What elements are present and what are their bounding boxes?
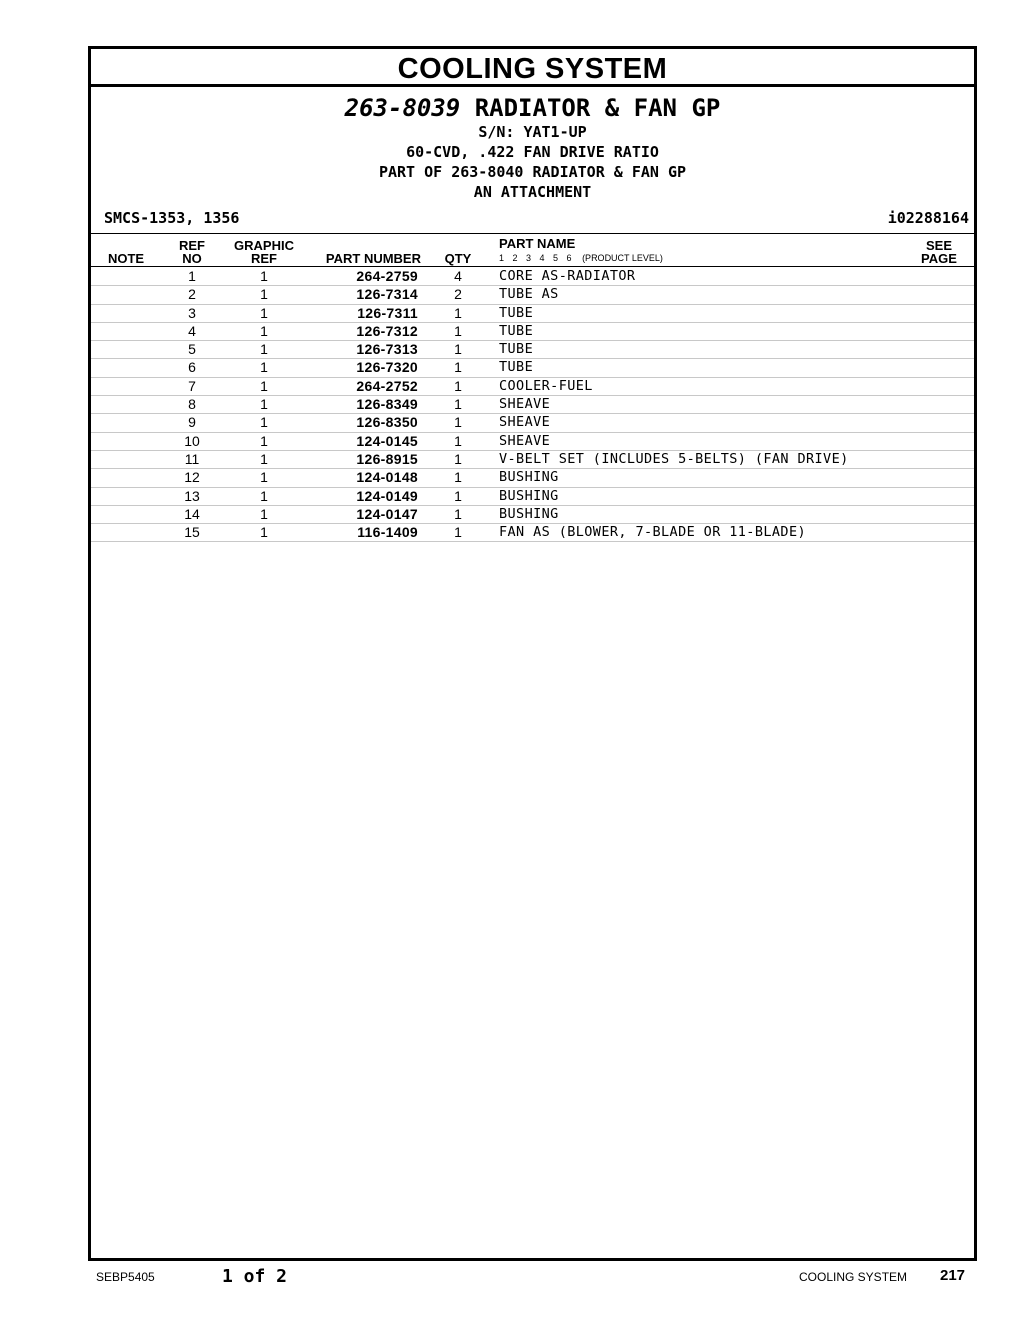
footer-page-number: 217 — [940, 1267, 966, 1284]
header-see-top: SEE — [925, 238, 952, 253]
part-number-cell: 126-7312 — [356, 322, 418, 339]
attachment-line: AN ATTACHMENT — [473, 183, 592, 201]
part-name-cell: SHEAVE — [499, 396, 551, 413]
ref-no-cell: 1 — [188, 268, 196, 284]
illustration-id: i02288164 — [887, 209, 969, 227]
part-number-cell: 124-0149 — [356, 487, 418, 504]
header-graphic-top: GRAPHIC — [234, 238, 294, 253]
footer-section-name: COOLING SYSTEM — [799, 1270, 908, 1284]
header-note: NOTE — [107, 251, 145, 266]
part-name-cell: FAN AS (BLOWER, 7-BLADE OR 11-BLADE) — [499, 524, 806, 541]
part-number-cell: 126-7320 — [356, 359, 418, 376]
header-qty: QTY — [444, 251, 472, 266]
part-number-cell: 264-2752 — [356, 377, 418, 394]
footer-page-of: 1 of 2 — [222, 1266, 288, 1287]
header-part-name: PART NAME — [499, 236, 576, 251]
ref-no-cell: 2 — [188, 286, 196, 303]
graphic-ref-cell: 1 — [260, 505, 268, 522]
qty-cell: 1 — [454, 359, 462, 376]
graphic-ref-cell: 1 — [260, 469, 268, 486]
qty-cell: 1 — [454, 322, 462, 339]
part-name-cell: SHEAVE — [499, 414, 551, 431]
part-name-cell: SHEAVE — [499, 432, 551, 449]
part-number-cell: 124-0145 — [356, 432, 418, 449]
qty-cell: 1 — [454, 377, 462, 394]
ref-no-cell: 14 — [184, 505, 200, 522]
table-row — [91, 359, 974, 377]
ref-no-cell: 9 — [188, 414, 196, 431]
table-row — [91, 323, 974, 341]
graphic-ref-cell: 1 — [260, 414, 268, 431]
header-ref-bottom: NO — [182, 251, 202, 266]
group-description-line: 60-CVD, .422 FAN DRIVE RATIO — [406, 143, 659, 161]
ref-no-cell: 8 — [188, 396, 196, 413]
product-level-label: (PRODUCT LEVEL) — [582, 253, 663, 263]
qty-cell: 1 — [454, 469, 462, 486]
graphic-ref-cell: 1 — [260, 450, 268, 467]
part-name-cell: TUBE AS — [499, 286, 559, 303]
part-name-cell: V-BELT SET (INCLUDES 5-BELTS) (FAN DRIVE) — [499, 450, 849, 467]
smcs-codes: SMCS-1353, 1356 — [104, 209, 240, 227]
table-row — [91, 506, 974, 524]
part-number-cell: 126-7311 — [357, 304, 418, 321]
table-row — [91, 396, 974, 414]
product-level-digits: 1 2 3 4 5 6 — [499, 253, 572, 263]
section-title: COOLING SYSTEM — [91, 49, 974, 87]
qty-cell: 1 — [454, 432, 462, 449]
part-number-cell: 126-8350 — [356, 414, 418, 431]
part-number-cell: 116-1409 — [357, 524, 418, 541]
group-title — [91, 93, 974, 123]
part-of-line: PART OF 263-8040 RADIATOR & FAN GP — [378, 163, 687, 181]
group-name: RADIATOR & FAN GP — [474, 94, 721, 122]
table-row — [91, 414, 974, 432]
graphic-ref-cell: 1 — [260, 304, 268, 321]
table-row — [91, 378, 974, 396]
graphic-ref-cell: 1 — [260, 359, 268, 376]
part-number-cell: 124-0147 — [356, 505, 418, 522]
qty-cell: 1 — [454, 304, 462, 321]
ref-no-cell: 15 — [184, 524, 200, 541]
ref-no-cell: 5 — [188, 341, 196, 358]
table-row — [91, 488, 974, 506]
table-row — [91, 451, 974, 469]
part-number-cell: 126-7314 — [356, 286, 418, 303]
footer-document-number: SEBP5405 — [96, 1270, 155, 1284]
ref-no-cell: 7 — [188, 377, 196, 394]
table-top-rule — [91, 233, 974, 234]
table-row — [91, 268, 974, 286]
part-name-cell: BUSHING — [499, 487, 559, 504]
group-number: 263-8039 — [344, 94, 461, 122]
ref-no-cell: 11 — [184, 450, 200, 467]
header-part-number: PART NUMBER — [325, 251, 421, 266]
ref-no-cell: 4 — [188, 322, 196, 339]
ref-no-cell: 13 — [184, 487, 200, 504]
qty-cell: 1 — [454, 450, 462, 467]
table-row — [91, 524, 974, 542]
graphic-ref-cell: 1 — [260, 286, 268, 303]
part-number-cell: 264-2759 — [356, 268, 418, 284]
part-name-cell: TUBE — [499, 304, 534, 321]
qty-cell: 1 — [454, 341, 462, 358]
serial-number-line: S/N: YAT1-UP — [478, 123, 587, 141]
part-name-cell: TUBE — [499, 359, 534, 376]
part-number-cell: 124-0148 — [356, 469, 418, 486]
graphic-ref-cell: 1 — [260, 268, 268, 284]
ref-no-cell: 3 — [188, 304, 196, 321]
part-number-cell: 126-7313 — [356, 341, 418, 358]
table-row — [91, 305, 974, 323]
graphic-ref-cell: 1 — [260, 487, 268, 504]
graphic-ref-cell: 1 — [260, 341, 268, 358]
graphic-ref-cell: 1 — [260, 524, 268, 541]
part-name-cell: BUSHING — [499, 505, 559, 522]
parts-page-frame — [88, 46, 977, 1261]
header-see-bottom: PAGE — [921, 251, 957, 266]
graphic-ref-cell: 1 — [260, 396, 268, 413]
graphic-ref-cell: 1 — [260, 432, 268, 449]
part-name-cell: TUBE — [499, 341, 534, 358]
graphic-ref-cell: 1 — [260, 322, 268, 339]
qty-cell: 2 — [454, 286, 462, 303]
table-row — [91, 286, 974, 304]
parts-table-body — [91, 268, 974, 542]
part-name-cell: CORE AS-RADIATOR — [499, 268, 636, 284]
qty-cell: 4 — [454, 268, 462, 284]
header-product-level — [499, 253, 663, 263]
header-ref-top: REF — [179, 238, 205, 253]
qty-cell: 1 — [454, 487, 462, 504]
part-number-cell: 126-8349 — [356, 396, 418, 413]
table-row — [91, 469, 974, 487]
qty-cell: 1 — [454, 396, 462, 413]
part-number-cell: 126-8915 — [356, 450, 418, 467]
part-name-cell: COOLER-FUEL — [499, 377, 593, 394]
part-name-cell: TUBE — [499, 322, 534, 339]
table-row — [91, 341, 974, 359]
header-graphic-bottom: REF — [251, 251, 277, 266]
header-bottom-rule — [91, 266, 974, 267]
ref-no-cell: 12 — [184, 469, 200, 486]
ref-no-cell: 10 — [184, 432, 200, 449]
part-name-cell: BUSHING — [499, 469, 559, 486]
qty-cell: 1 — [454, 524, 462, 541]
ref-no-cell: 6 — [188, 359, 196, 376]
qty-cell: 1 — [454, 414, 462, 431]
qty-cell: 1 — [454, 505, 462, 522]
graphic-ref-cell: 1 — [260, 377, 268, 394]
table-row — [91, 433, 974, 451]
